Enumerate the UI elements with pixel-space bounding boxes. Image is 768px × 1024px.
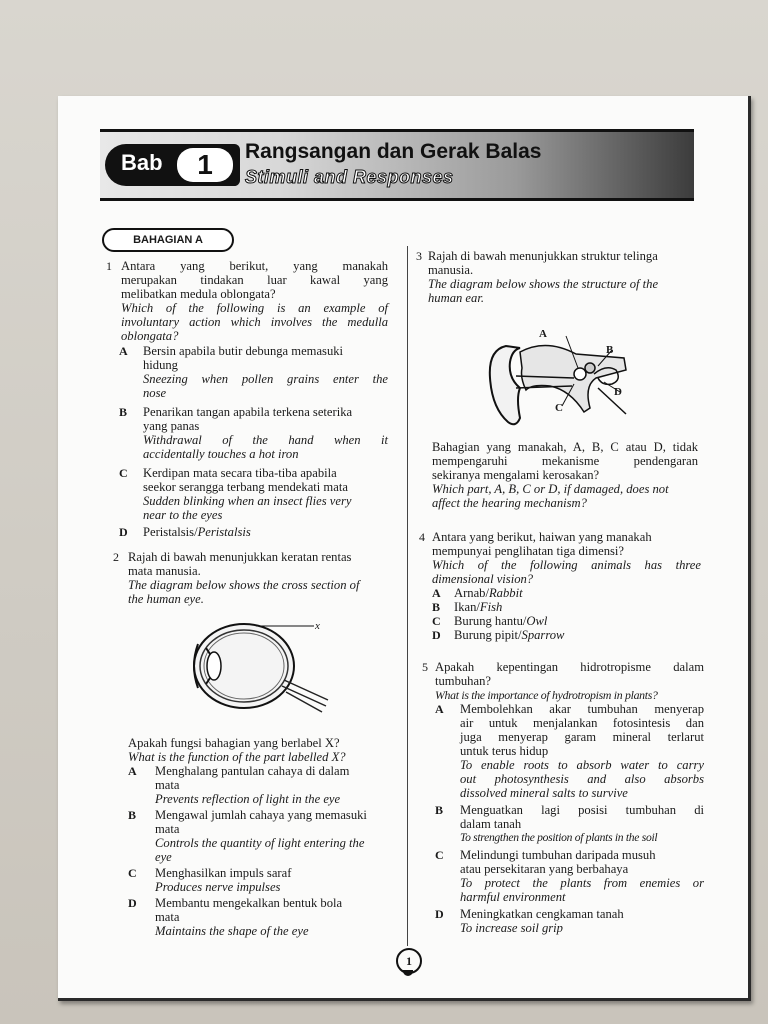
question-text: sekiranya mengalami kerosakan?: [432, 468, 600, 482]
stem-line: merupakan tindakan luar kawal yang: [121, 273, 388, 287]
option-letter: A: [128, 764, 137, 778]
question-text: Bahagian yang manakah, A, B, C atau D, tidak: [432, 440, 698, 454]
stem-line: Antara yang berikut, haiwan yang manakah: [432, 530, 652, 544]
option-c: [121, 466, 388, 522]
stem-line: mempunyai penglihatan tiga dimensi?: [432, 544, 625, 558]
option-d: [432, 628, 701, 642]
chapter-banner: [100, 129, 694, 201]
option-text: Melindungi tumbuhan daripada musuh: [460, 848, 656, 862]
stem-line-en: The diagram below shows the structure of the: [428, 277, 659, 291]
option-b: [121, 405, 388, 461]
option-text-en: To strengthen the position of plants in the soil: [460, 831, 658, 844]
section-label-text: BAHAGIAN A: [133, 234, 203, 246]
chapter-word: Bab: [121, 150, 163, 175]
chapter-number: 1: [197, 149, 213, 180]
option-letter: A: [432, 586, 441, 600]
option-text-en: nose: [143, 386, 167, 400]
textbook-page: [58, 96, 751, 1001]
stem-line-en: Which of the following animals has three: [432, 558, 701, 572]
option-text: Burung pipit/: [454, 628, 522, 642]
stem-line-en: the human eye.: [128, 592, 204, 606]
option-text: air untuk menjalankan fotosintesis dan: [460, 716, 704, 730]
option-text: Bersin apabila butir debunga memasuki: [143, 344, 344, 358]
option-text-en: Sneezing when pollen grains enter the: [143, 372, 388, 386]
question-text: Apakah fungsi bahagian yang berlabel X?: [128, 736, 340, 750]
option-letter: D: [432, 628, 441, 642]
option-text-en: Sparrow: [521, 628, 565, 642]
eye-cross-section-diagram: [186, 614, 336, 714]
option-text-en: eye: [155, 850, 172, 864]
option-text-en: harmful environment: [460, 890, 566, 904]
option-text-en: Prevents reflection of light in the eye: [155, 792, 341, 806]
stem-line: melibatkan medula oblongata?: [121, 287, 276, 301]
question-number: 4: [419, 530, 425, 544]
option-text: Penarikan tangan apabila terkena seterika: [143, 405, 353, 419]
option-letter: B: [128, 808, 137, 822]
option-text: Arnab/: [454, 586, 489, 600]
question-text-en: affect the hearing mechanism?: [432, 496, 587, 510]
option-text: mata: [155, 910, 180, 924]
question-text-en: What is the function of the part labelled X?: [128, 750, 346, 764]
option-text-en: near to the eyes: [143, 508, 223, 522]
option-d: [128, 896, 398, 938]
option-letter: D: [435, 907, 444, 921]
option-text-en: Maintains the shape of the eye: [155, 924, 309, 938]
option-d: [121, 525, 388, 539]
option-text: Ikan/: [454, 600, 480, 614]
option-text: juga menyerap garam mineral terlarut: [460, 730, 704, 744]
option-text-en: Controls the quantity of light entering the: [155, 836, 365, 850]
option-text-en: Produces nerve impulses: [155, 880, 281, 894]
stem-line: Apakah kepentingan hidrotropisme dalam: [435, 660, 704, 674]
question-text-en: Which part, A, B, C or D, if damaged, does not: [432, 482, 669, 496]
stem-line: Rajah di bawah menunjukkan struktur telinga: [428, 249, 658, 263]
option-text-en: Owl: [526, 614, 548, 628]
ear-structure-diagram: [486, 328, 636, 438]
option-c: [128, 866, 398, 894]
stem-line: Rajah di bawah menunjukkan keratan rentas: [128, 550, 352, 564]
page-number-ornament: [403, 970, 413, 976]
chapter-title-ms: Rangsangan dan Gerak Balas: [245, 140, 542, 163]
question-number: 2: [113, 550, 119, 564]
option-letter: A: [119, 344, 128, 358]
option-b: [432, 600, 701, 614]
option-letter: D: [128, 896, 137, 910]
stem-line: mata manusia.: [128, 564, 201, 578]
option-d: [435, 907, 704, 935]
stem-line-en: involuntary action which involves the medulla: [121, 315, 388, 329]
option-letter: B: [435, 803, 444, 817]
option-text: Menguatkan lagi posisi tumbuhan di: [460, 803, 704, 817]
option-text: Mengawal jumlah cahaya yang memasuki: [155, 808, 367, 822]
chapter-title-en: Stimuli and Responses: [245, 167, 454, 187]
option-text: Burung hantu/: [454, 614, 527, 628]
option-text: mata: [155, 778, 180, 792]
option-a: [121, 344, 388, 400]
option-text-en: Rabbit: [488, 586, 523, 600]
option-letter: C: [128, 866, 137, 880]
option-c: [435, 848, 704, 904]
option-text: Menghalang pantulan cahaya di dalam: [155, 764, 350, 778]
option-letter: B: [432, 600, 441, 614]
option-text: seekor serangga terbang mendekati mata: [143, 480, 348, 494]
question-number: 3: [416, 249, 422, 263]
chapter-badge: [105, 144, 240, 186]
option-letter: A: [435, 702, 444, 716]
option-c: [432, 614, 701, 628]
stem-line-en: Which of the following is an example of: [121, 301, 388, 315]
option-text-en: Peristalsis: [197, 525, 251, 539]
stem-line-en: oblongata?: [121, 329, 179, 343]
option-text: untuk terus hidup: [460, 744, 549, 758]
option-a: [432, 586, 701, 600]
option-letter: D: [119, 525, 128, 539]
section-label: [102, 228, 234, 252]
option-text-en: To increase soil grip: [460, 921, 563, 935]
option-text-en: To enable roots to absorb water to carry: [460, 758, 704, 772]
option-text: Membantu mengekalkan bentuk bola: [155, 896, 343, 910]
option-text: dalam tanah: [460, 817, 522, 831]
question-3: [416, 249, 698, 305]
option-text-en: out photosynthesis and also absorbs: [460, 772, 704, 786]
stem-line: tumbuhan?: [435, 674, 491, 688]
question-5: [422, 660, 704, 935]
ear-label-a: A: [539, 328, 547, 340]
option-text-en: Sudden blinking when an insect flies very: [143, 494, 352, 508]
question-2-body: [128, 736, 398, 938]
question-2: [113, 550, 395, 606]
stem-line-en: What is the importance of hydrotropism in plants?: [435, 688, 658, 702]
eye-label-x: x: [315, 620, 320, 632]
option-letter: C: [432, 614, 441, 628]
question-number: 1: [106, 259, 112, 273]
question-text: mempengaruhi mekanisme pendengaran: [432, 454, 698, 468]
option-letter: B: [119, 405, 128, 419]
option-letter: C: [435, 848, 444, 862]
chapter-number-box: [177, 148, 233, 182]
page-number-text: 1: [406, 954, 412, 968]
option-text: Kerdipan mata secara tiba-tiba apabila: [143, 466, 337, 480]
option-text: Peristalsis/: [143, 525, 198, 539]
option-text: hidung: [143, 358, 178, 372]
ear-label-c: C: [555, 402, 563, 414]
option-b: [128, 808, 398, 864]
option-text: Menghasilkan impuls saraf: [155, 866, 292, 880]
option-text-en: Withdrawal of the hand when it: [143, 433, 388, 447]
stem-line: manusia.: [428, 263, 474, 277]
stem-line-en: human ear.: [428, 291, 484, 305]
option-text: yang panas: [143, 419, 200, 433]
question-number: 5: [422, 660, 428, 674]
question-4: [419, 530, 701, 642]
option-a: [128, 764, 398, 806]
question-3-body: [432, 440, 698, 510]
option-text: Meningkatkan cengkaman tanah: [460, 907, 624, 921]
stem-line: Antara yang berikut, yang manakah: [121, 259, 388, 273]
option-text-en: Fish: [479, 600, 503, 614]
option-text: atau persekitaran yang berbahaya: [460, 862, 629, 876]
option-text: mata: [155, 822, 180, 836]
option-text-en: dissolved mineral salts to survive: [460, 786, 628, 800]
ear-label-b: B: [606, 344, 614, 356]
column-divider: [407, 246, 408, 946]
option-text-en: accidentally touches a hot iron: [143, 447, 299, 461]
option-text-en: To protect the plants from enemies or: [460, 876, 704, 890]
option-letter: C: [119, 466, 128, 480]
ear-label-d: D: [614, 386, 622, 398]
stem-line-en: dimensional vision?: [432, 572, 534, 586]
option-a: [435, 702, 704, 800]
option-text: Membolehkan akar tumbuhan menyerap: [460, 702, 704, 716]
question-1: [106, 259, 388, 539]
stem-line-en: The diagram below shows the cross section of: [128, 578, 360, 592]
option-b: [435, 803, 704, 845]
